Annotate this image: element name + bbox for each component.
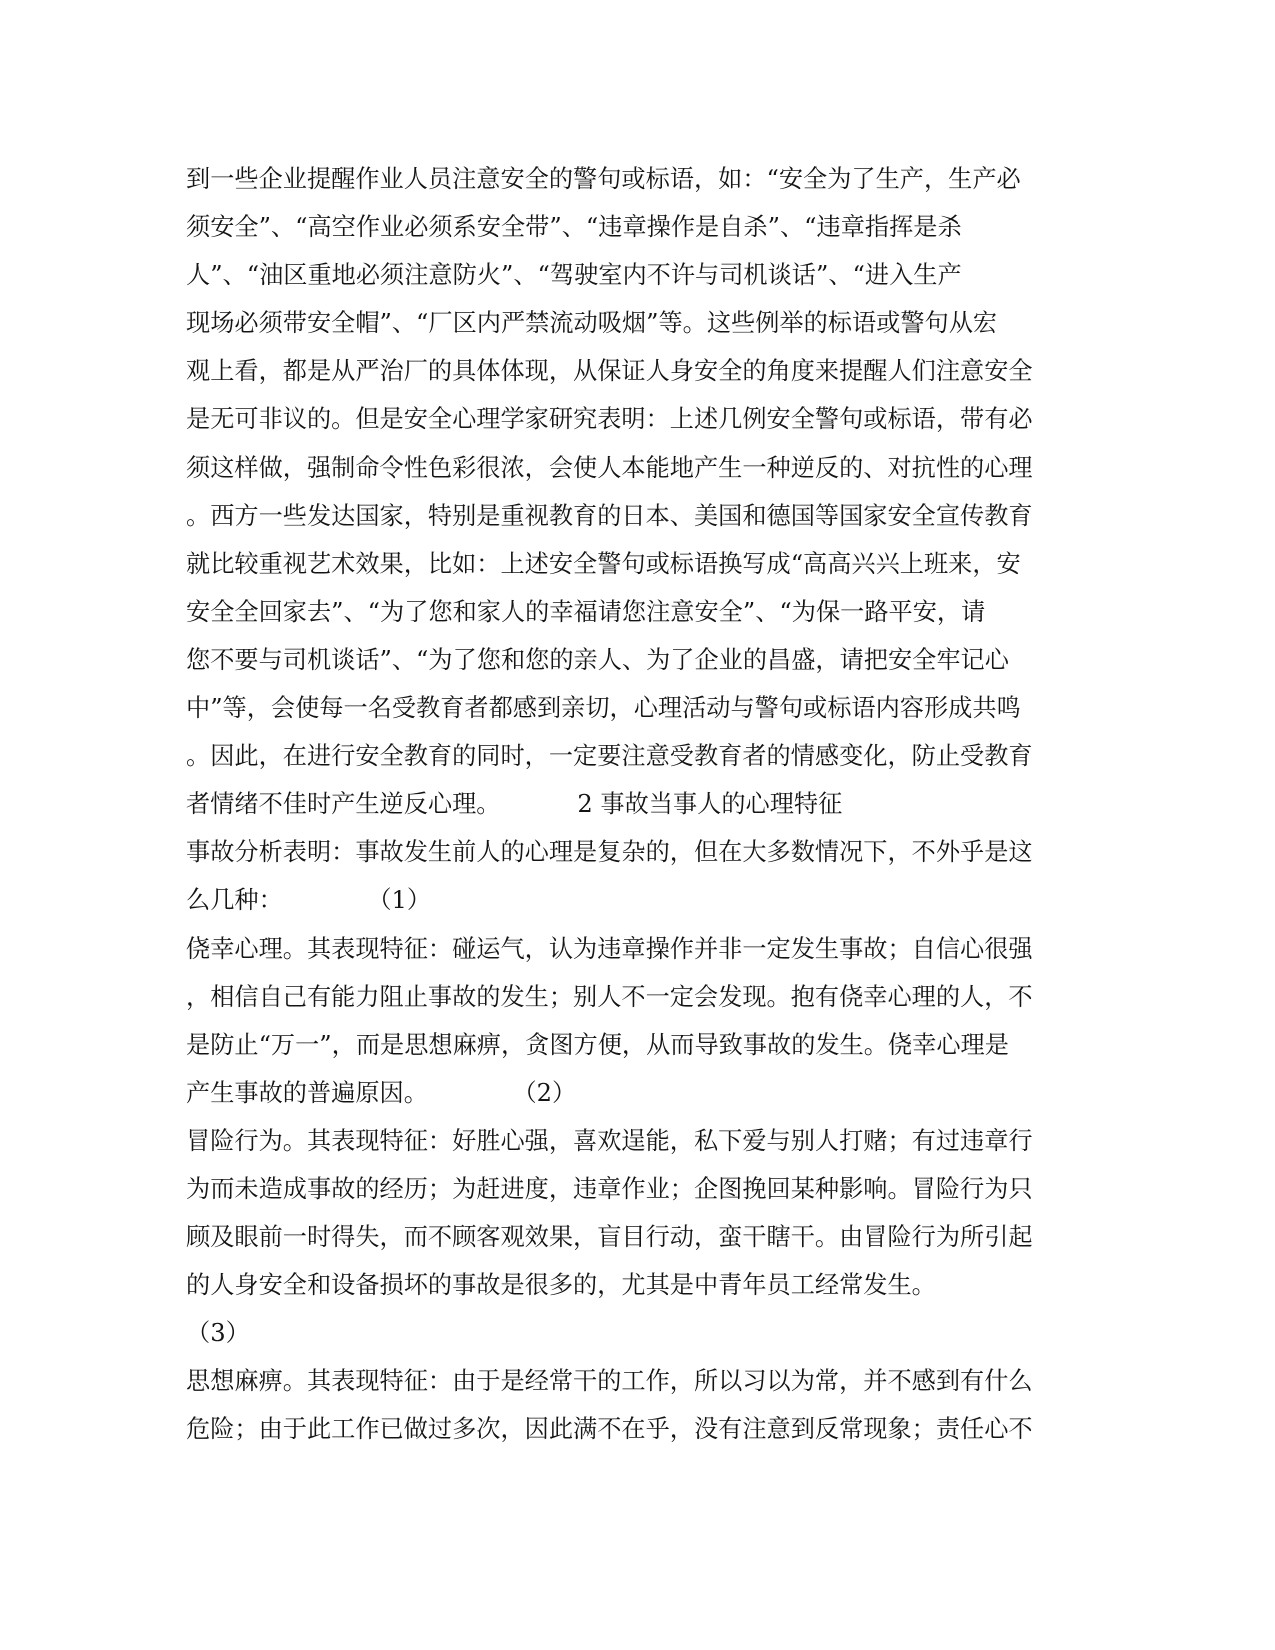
text-line: 侥幸心理。其表现特征：碰运气，认为违章操作并非一定发生事故；自信心很强 [186, 934, 1033, 963]
text-line: 。西方一些发达国家，特别是重视教育的日本、美国和德国等国家安全宣传教育 [186, 501, 1033, 530]
text-line: 到一些企业提醒作业人员注意安全的警句或标语，如：“安全为了生产，生产必 [186, 165, 1021, 193]
text-line: 产生事故的普遍原因。 （2） [186, 1078, 577, 1107]
text-line: 顾及眼前一时得失，而不顾客观效果，盲目行动，蛮干瞎干。由冒险行为所引起 [186, 1223, 1033, 1252]
text-line: 。因此，在进行安全教育的同时，一定要注意受教育者的情感变化，防止受教育 [186, 742, 1033, 771]
text-line: 须这样做，强制命令性色彩很浓，会使人本能地产生一种逆反的、对抗性的心理 [186, 453, 1033, 482]
body-text [186, 155, 1066, 1454]
text-line: ，相信自己有能力阻止事故的发生；别人不一定会发现。抱有侥幸心理的人，不 [186, 982, 1033, 1011]
text-line: 观上看，都是从严治厂的具体体现，从保证人身安全的角度来提醒人们注意安全 [186, 357, 1033, 386]
text-line: 者情绪不佳时产生逆反心理。 2 事故当事人的心理特征 [186, 790, 843, 819]
text-line: 思想麻痹。其表现特征：由于是经常干的工作，所以习以为常，并不感到有什么 [186, 1367, 1033, 1396]
text-line: 就比较重视艺术效果，比如：上述安全警句或标语换写成“高高兴兴上班来，安 [186, 549, 1021, 578]
text-line: 为而未造成事故的经历；为赶进度，违章作业；企图挽回某种影响。冒险行为只 [186, 1174, 1033, 1203]
text-line: 的人身安全和设备损坏的事故是很多的，尤其是中青年员工经常发生。 [186, 1271, 936, 1300]
text-line: 危险；由于此工作已做过多次，因此满不在乎，没有注意到反常现象；责任心不 [186, 1415, 1033, 1444]
text-line: 事故分析表明：事故发生前人的心理是复杂的，但在大多数情况下，不外乎是这 [186, 838, 1033, 867]
text-line: 中”等，会使每一名受教育者都感到亲切，心理活动与警句或标语内容形成共鸣 [186, 694, 1021, 723]
text-line: 么几种： （1） [186, 886, 432, 915]
text-line: 您不要与司机谈话”、“为了您和您的亲人、为了企业的昌盛，请把安全牢记心 [186, 645, 1009, 674]
text-line: 人”、“油区重地必须注意防火”、“驾驶室内不许与司机谈话”、“进入生产 [186, 261, 962, 290]
text-line: 现场必须带安全帽”、“厂区内严禁流动吸烟”等。这些例举的标语或警句从宏 [186, 309, 998, 338]
text-line: 冒险行为。其表现特征：好胜心强，喜欢逞能，私下爱与别人打赌；有过违章行 [186, 1126, 1033, 1155]
text-line: （3） [186, 1319, 250, 1348]
text-line: 安全全回家去”、“为了您和家人的幸福请您注意安全”、“为保一路平安，请 [186, 597, 986, 626]
text-line: 是防止“万一”，而是思想麻痹，贪图方便，从而导致事故的发生。侥幸心理是 [186, 1030, 1009, 1059]
text-line: 须安全”、“高空作业必须系安全带”、“违章操作是自杀”、“违章指挥是杀 [186, 213, 962, 242]
text-line: 是无可非议的。但是安全心理学家研究表明：上述几例安全警句或标语，带有必 [186, 405, 1033, 434]
